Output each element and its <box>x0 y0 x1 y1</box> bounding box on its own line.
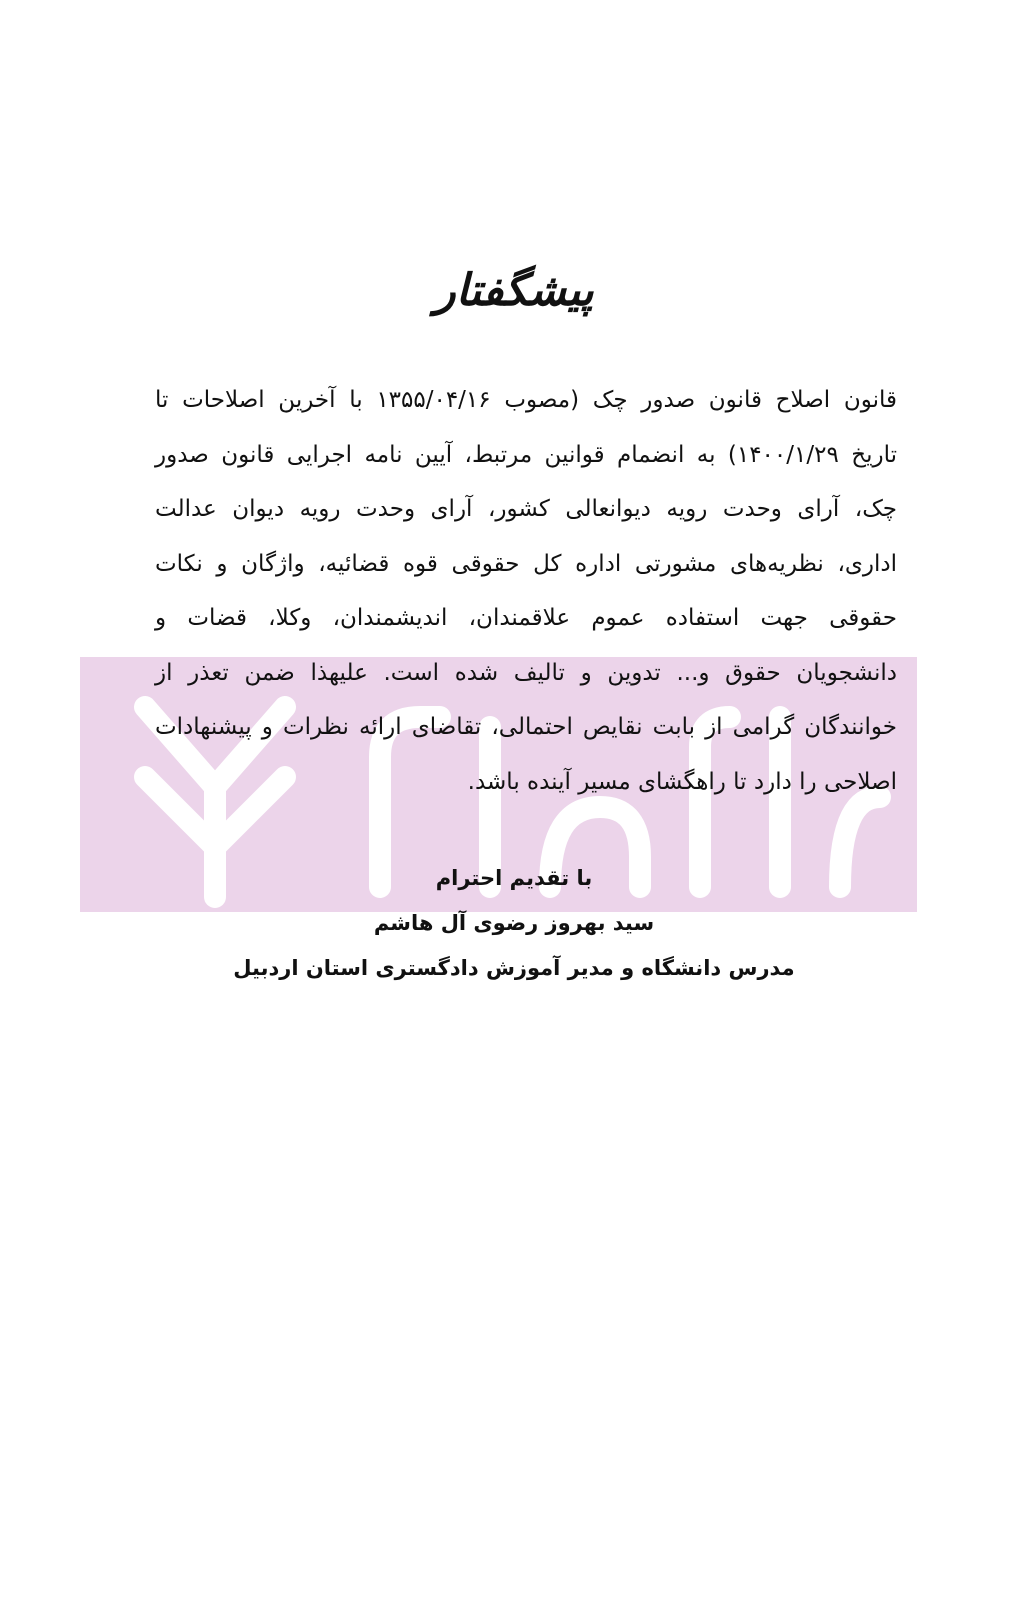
paragraph-line: حقوقی جهت استفاده عموم علاقمندان، اندیشمندان، وکلا، قضات و <box>155 605 897 631</box>
paragraph-line: اداری، نظریه‌های مشورتی اداره کل حقوقی قوه قضائیه، واژگان و نکات <box>155 550 897 577</box>
paragraph-line: دانشجویان حقوق و... تدوین و تالیف شده است. علیهذا ضمن تعذر از <box>155 659 897 686</box>
paragraph-line: خوانندگان گرامی از بابت نقایص احتمالی، تقاضای ارائه نظرات و پیشنهادات <box>155 714 897 740</box>
foreword-paragraph <box>155 378 897 814</box>
signature-closing: با تقدیم احترام <box>435 866 593 890</box>
paragraph-line: تاریخ ۱۴۰۰/۱/۲۹) به انضمام قوانین مرتبط، آیین نامه اجرایی قانون صدور <box>155 441 897 468</box>
paragraph-line: چک، آرای وحدت رویه دیوانعالی کشور، آرای وحدت رویه دیوان عدالت <box>155 496 897 522</box>
page-title: پیشگفتار <box>434 265 594 316</box>
signature-name: سید بهروز رضوی آل هاشم <box>373 911 655 935</box>
paragraph-line: قانون اصلاح قانون صدور چک (مصوب ۱۳۵۵/۰۴/۱۶ با آخرین اصلاحات تا <box>155 387 898 413</box>
signature-position: مدرس دانشگاه و مدیر آموزش دادگستری استان اردبیل <box>233 956 795 980</box>
paragraph-line: اصلاحی را دارد تا راهگشای مسیر آینده باشد. <box>467 768 897 795</box>
